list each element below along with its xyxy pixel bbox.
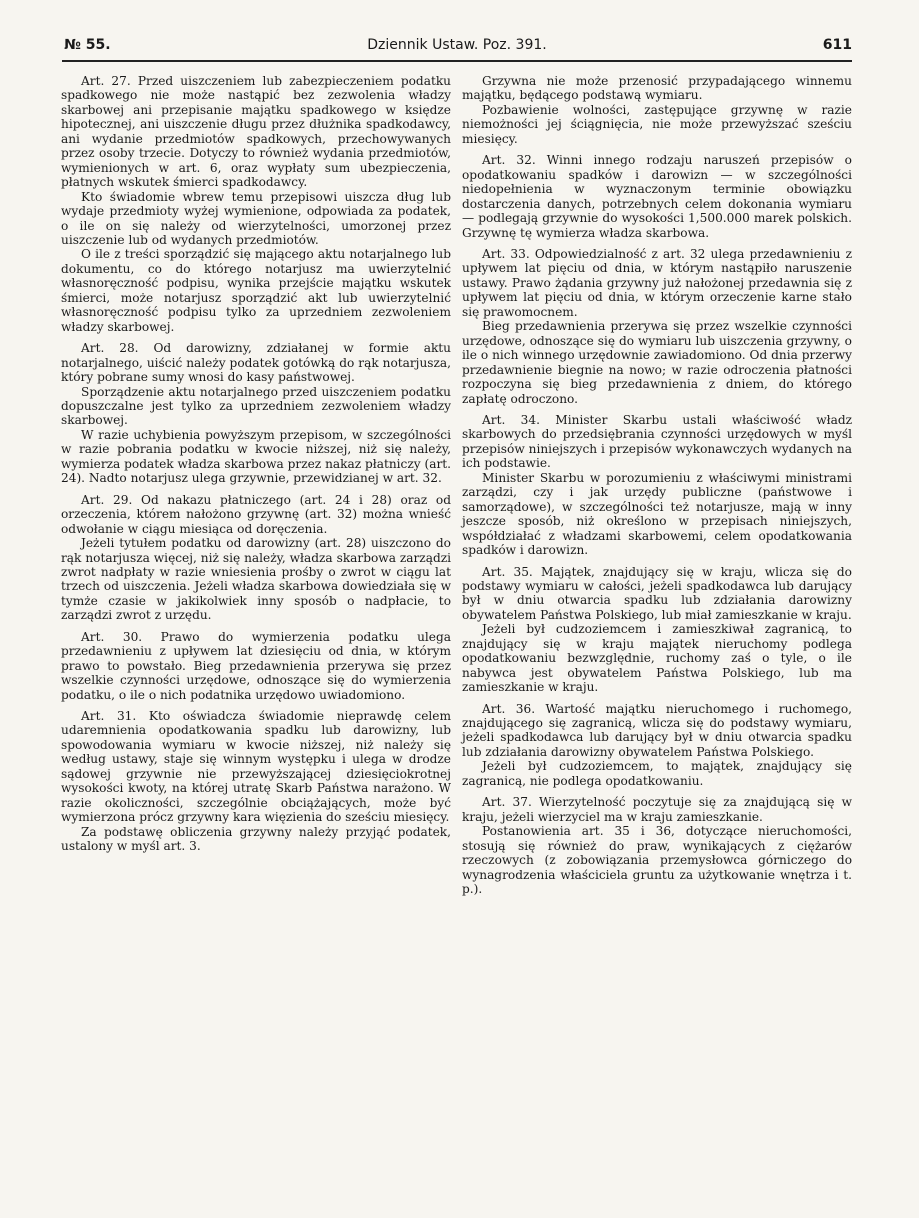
left-column bbox=[61, 74, 451, 854]
article-paragraph: Art. 30. Prawo do wymierzenia podatku ulega przedawnieniu z upływem lat dziesięciu od dnia, w którym prawo to powstało. Bieg przedawnienia przerywa się przez wszelkie czynności urzędowe, odnoszące się do wymierzenia podatku, o ile o nich podatnika urzędowo uwiadomiono. bbox=[61, 629, 451, 702]
issue-number: № 55. bbox=[64, 37, 111, 53]
article-paragraph: Art. 35. Majątek, znajdujący się w kraju, wlicza się do podstawy wymiaru w całości, jeżeli spadkodawca lub darujący był w dniu otwarcia spadku lub zdziałania darowizny obywatelem Państwa Polskiego, lub miał zamieszkanie w kraju. bbox=[462, 564, 852, 622]
paragraph: Bieg przedawnienia przerywa się przez wszelkie czynności urzędowe, odnoszące się do wymiaru lub uiszczenia grzywny, o ile o nich winnego urzędownie zawiadomiono. Od dnia przerwy przedawnienie biegnie na nowo; w razie odroczenia płatności rozpoczyna się bieg przedawnienia z dniem, do którego zapłatę odroczono. bbox=[462, 319, 852, 406]
article-paragraph: Art. 28. Od darowizny, zdziałanej w formie aktu notarjalnego, uiścić należy podatek gotówką do rąk notarjusza, który pobrane sumy wnosi do kasy państwowej. bbox=[61, 341, 451, 385]
header-rule bbox=[62, 60, 852, 62]
article-paragraph: Art. 37. Wierzytelność poczytuje się za znajdującą się w kraju, jeżeli wierzyciel ma w kraju zamieszkanie. bbox=[462, 795, 852, 824]
paragraph: Jeżeli był cudzoziemcem, to majątek, znajdujący się zagranicą, nie podlega opodatkowaniu. bbox=[462, 759, 852, 788]
paragraph: O ile z treści sporządzić się mającego aktu notarjalnego lub dokumentu, co do którego notarjusz ma uwierzytelnić własnoręczność podpisu, wynika przejście majątku wskutek śmierci, może notarjusz sporządzić akt lub uwierzytelnić własnoręczność podpisu tylko za uprzedniem zezwoleniem władzy skarbowej. bbox=[61, 247, 451, 334]
paragraph: Grzywna nie może przenosić przypadającego winnemu majątku, będącego podstawą wymiaru. bbox=[462, 74, 852, 103]
paragraph: Jeżeli był cudzoziemcem i zamieszkiwał zagranicą, to znajdujący się w kraju majątek nieruchomy podlega opodatkowaniu bezwzględnie, ruchomy zaś o tyle, o ile nabywca jest obywatelem Państwa Polskiego, lub ma zamieszkanie w kraju. bbox=[462, 622, 852, 695]
page-number: 611 bbox=[822, 37, 852, 53]
paragraph: Jeżeli tytułem podatku od darowizny (art. 28) uiszczono do rąk notarjusza więcej, niż się należy, władza skarbowa zarządzi zwrot nadpłaty w razie wniesienia prośby o zwrot w ciągu lat trzech od uiszczenia. Jeżeli władza skarbowa dowiedziała się w tymże czasie w jakikolwiek inny sposób o nadpłacie, to zarządzi zwrot z urzędu. bbox=[61, 536, 451, 623]
page-header bbox=[62, 34, 852, 58]
paragraph: Minister Skarbu w porozumieniu z właściwymi ministrami zarządzi, czy i jak urzędy publiczne (państwowe i samorządowe), w szczególności też notarjusze, mają w inny jeszcze sposób, niż określono w przepisach niniejszych, współdziałać z władzami skarbowemi, celem opodatkowania spadków i darowizn. bbox=[462, 470, 852, 558]
paragraph: Sporządzenie aktu notarjalnego przed uiszczeniem podatku dopuszczalne jest tylko za uprzedniem zezwoleniem władzy skarbowej. bbox=[61, 384, 451, 428]
paragraph: W razie uchybienia powyższym przepisom, w szczególności w razie pobrania podatku w kwocie niższej, niż się należy, wymierza podatek władza skarbowa przez nakaz płatniczy (art. 24). Nadto notarjusz ulega grzywnie, przewidzianej w art. 32. bbox=[61, 427, 451, 486]
article-paragraph: Art. 29. Od nakazu płatniczego (art. 24 i 28) oraz od orzeczenia, którem nałożono grzywnę (art. 32) można wnieść odwołanie w ciągu miesiąca od doręczenia. bbox=[61, 492, 451, 536]
paragraph: Pozbawienie wolności, zastępujące grzywnę w razie niemożności jej ściągnięcia, nie może przewyższać sześciu miesięcy. bbox=[462, 102, 852, 146]
article-paragraph: Art. 33. Odpowiedzialność z art. 32 ulega przedawnieniu z upływem lat pięciu od dnia, w którym nastąpiło naruszenie ustawy. Prawo żądania grzywny już nałożonej przedawnia się z upływem lat pięciu od dnia, w którym orzeczenie karne stało się prawomocnem. bbox=[462, 246, 852, 319]
article-paragraph: Art. 31. Kto oświadcza świadomie nieprawdę celem udaremnienia opodatkowania spadku lub darowizny, lub spowodowania wymiaru w kwocie niższej, niż należy się według ustawy, staje się winnym występku i ulega w drodze sądowej grzywnie nie przewyższającej dziesięciokrotnej wysokości kwoty, na której utratę Skarb Państwa narażono. W razie okoliczności, szczególnie obciążających, może być wymierzona prócz grzywny kara więzienia do sześciu miesięcy. bbox=[61, 709, 451, 825]
paragraph: Kto świadomie wbrew temu przepisowi uiszcza dług lub wydaje przedmioty wyżej wymienione, odpowiada za podatek, o ile on się należy od wierzytelności, umorzonej przez uiszczenie lub od wydanych przedmiotów. bbox=[61, 189, 451, 247]
article-paragraph: Art. 34. Minister Skarbu ustali właściwość władz skarbowych do przedsiębrania czynności urzędowych w myśl przepisów niniejszych i przepisów wykonawczych wydanych na ich podstawie. bbox=[462, 412, 852, 471]
journal-title: Dziennik Ustaw. Poz. 391. bbox=[367, 37, 547, 53]
article-paragraph: Art. 32. Winni innego rodzaju naruszeń przepisów o opodatkowaniu spadków i darowizn — w szczególności niedopełnienia w wyznaczonym terminie obowiązku dostarczenia danych, potrzebnych celem dokonania wymiaru — podlegają grzywnie do wysokości 1,500.000 marek polskich. Grzywnę tę wymierza władza skarbowa. bbox=[462, 153, 852, 240]
right-column bbox=[462, 74, 852, 896]
article-paragraph: Art. 27. Przed uiszczeniem lub zabezpieczeniem podatku spadkowego nie może nastąpić bez zezwolenia władzy skarbowej ani przepisanie majątku spadkowego w księdze hipotecznej, ani uiszczenie długu przez dłużnika spadkodawcy, ani wydanie przedmiotów spadkowych, przechowywanych przez osoby trzecie. Dotyczy to również wydania przedmiotów, wymienionych w art. 6, oraz wypłaty sum ubezpieczenia, płatnych wskutek śmierci spadkodawcy. bbox=[61, 74, 451, 190]
article-paragraph: Art. 36. Wartość majątku nieruchomego i ruchomego, znajdującego się zagranicą, wlicza się do podstawy wymiaru, jeżeli spadkodawca lub darujący był w dniu otwarcia spadku lub zdziałania darowizny obywatelem Państwa Polskiego. bbox=[462, 701, 852, 759]
paragraph: Za podstawę obliczenia grzywny należy przyjąć podatek, ustalony w myśl art. 3. bbox=[61, 824, 451, 854]
paragraph: Postanowienia art. 35 i 36, dotyczące nieruchomości, stosują się również do praw, wynikających z ciężarów rzeczowych (z zobowiązania przemysłowca górniczego do wynagrodzenia właściciela gruntu za użytkowanie wnętrza i t. p.). bbox=[462, 824, 852, 897]
